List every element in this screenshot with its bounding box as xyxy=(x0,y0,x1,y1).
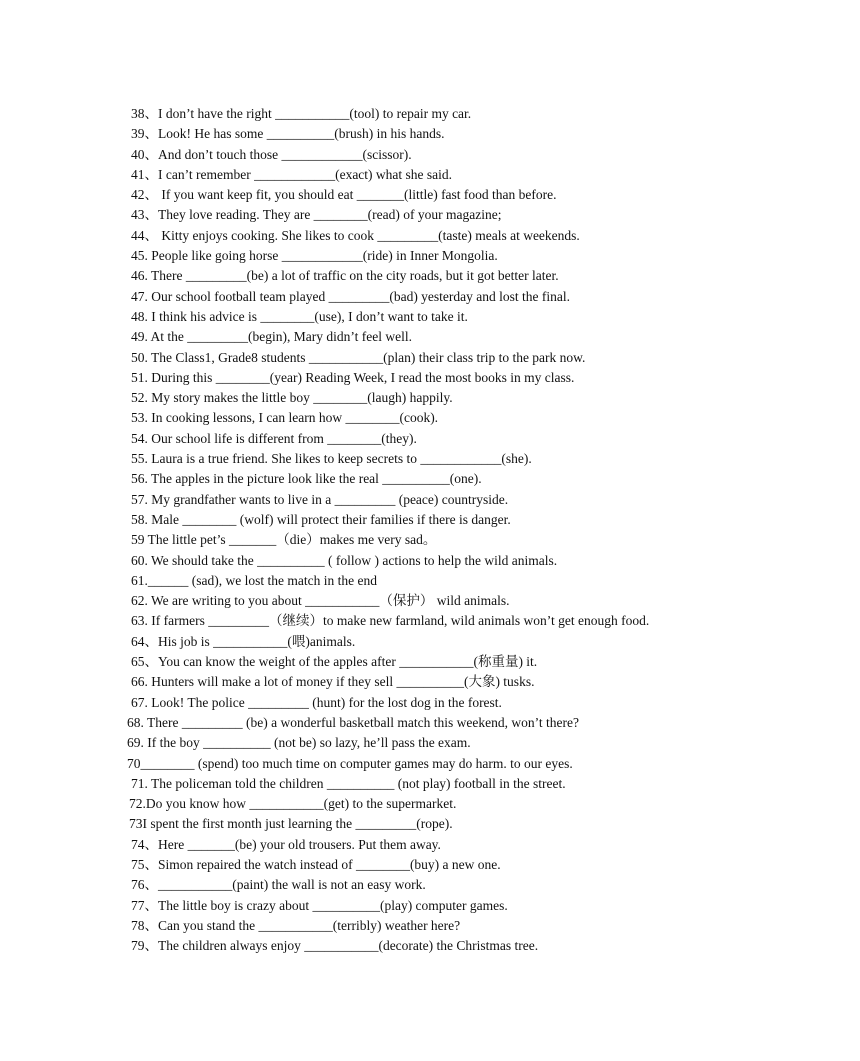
exercise-line: 59 The little pet’s _______（die）makes me very sad。 xyxy=(131,532,437,548)
exercise-line: 77、The little boy is crazy about __________(play) computer games. xyxy=(131,897,508,913)
exercise-line: 48. I think his advice is ________(use), I don’t want to take it. xyxy=(131,308,468,324)
exercise-line: 79、The children always enjoy ___________(decorate) the Christmas tree. xyxy=(131,938,539,954)
exercise-line: 43、They love reading. They are ________(read) of your magazine; xyxy=(131,207,502,223)
exercise-line: 71. The policeman told the children __________ (not play) football in the street. xyxy=(131,775,566,791)
exercise-line: 54. Our school life is different from ________(they). xyxy=(131,430,417,446)
exercise-line: 53. In cooking lessons, I can learn how ________(cook). xyxy=(131,410,439,426)
exercise-list xyxy=(0,104,860,956)
exercise-line: 76、___________(paint) the wall is not an easy work. xyxy=(131,877,426,893)
exercise-line: 65、You can know the weight of the apples after ___________(称重量) it. xyxy=(131,654,538,670)
exercise-line: 50. The Class1, Grade8 students ___________(plan) their class trip to the park now. xyxy=(131,349,586,365)
exercise-line: 39、Look! He has some __________(brush) in his hands. xyxy=(131,126,445,142)
exercise-line: 73I spent the first month just learning the _________(rope). xyxy=(129,816,453,832)
exercise-line: 68. There _________ (be) a wonderful basketball match this weekend, won’t there? xyxy=(127,714,579,730)
exercise-line: 70________ (spend) too much time on computer games may do harm. to our eyes. xyxy=(127,755,573,771)
exercise-line: 67. Look! The police _________ (hunt) for the lost dog in the forest. xyxy=(131,694,502,710)
exercise-line: 72.Do you know how ___________(get) to the supermarket. xyxy=(129,796,457,812)
exercise-line: 64、His job is ___________(喂)animals. xyxy=(131,633,356,649)
exercise-line: 75、Simon repaired the watch instead of ________(buy) a new one. xyxy=(131,856,501,872)
exercise-line: 38、I don’t have the right ___________(tool) to repair my car. xyxy=(131,106,472,121)
exercise-line: 49. At the _________(begin), Mary didn’t feel well. xyxy=(131,329,412,345)
exercise-line: 66. Hunters will make a lot of money if they sell __________(大象) tusks. xyxy=(131,674,535,690)
exercise-line: 74、Here _______(be) your old trousers. Put them away. xyxy=(131,836,441,852)
exercise-line: 45. People like going horse ____________(ride) in Inner Mongolia. xyxy=(131,248,498,264)
exercise-line: 51. During this ________(year) Reading Week, I read the most books in my class. xyxy=(131,369,575,385)
exercise-line: 63. If farmers _________（继续）to make new farmland, wild animals won’t get enough food. xyxy=(131,613,650,629)
exercise-line: 56. The apples in the picture look like the real __________(one). xyxy=(131,471,482,487)
exercise-line: 41、I can’t remember ____________(exact) what she said. xyxy=(131,166,453,182)
exercise-line: 42、 If you want keep fit, you should eat _______(little) fast food than before. xyxy=(131,187,557,203)
exercise-line: 69. If the boy __________ (not be) so lazy, he’ll pass the exam. xyxy=(127,735,471,751)
exercise-line: 62. We are writing to you about ___________（保护） wild animals. xyxy=(131,593,510,609)
exercise-line: 40、And don’t touch those ____________(scissor). xyxy=(131,146,412,162)
exercise-line: 78、Can you stand the ___________(terribly) weather here? xyxy=(131,917,461,933)
exercise-line: 44、 Kitty enjoys cooking. She likes to cook _________(taste) meals at weekends. xyxy=(131,227,580,243)
exercise-line: 60. We should take the __________ ( follow ) actions to help the wild animals. xyxy=(131,552,558,568)
exercise-line: 58. Male ________ (wolf) will protect their families if there is danger. xyxy=(131,511,511,527)
exercise-line: 57. My grandfather wants to live in a _________ (peace) countryside. xyxy=(131,491,509,507)
exercise-line: 47. Our school football team played _________(bad) yesterday and lost the final. xyxy=(131,288,571,304)
exercise-line: 52. My story makes the little boy ________(laugh) happily. xyxy=(131,390,453,406)
exercise-line: 61.______ (sad), we lost the match in the end xyxy=(131,572,377,588)
exercise-line: 55. Laura is a true friend. She likes to keep secrets to ____________(she). xyxy=(131,451,532,467)
exercise-line: 46. There _________(be) a lot of traffic on the city roads, but it got better later. xyxy=(131,268,559,284)
